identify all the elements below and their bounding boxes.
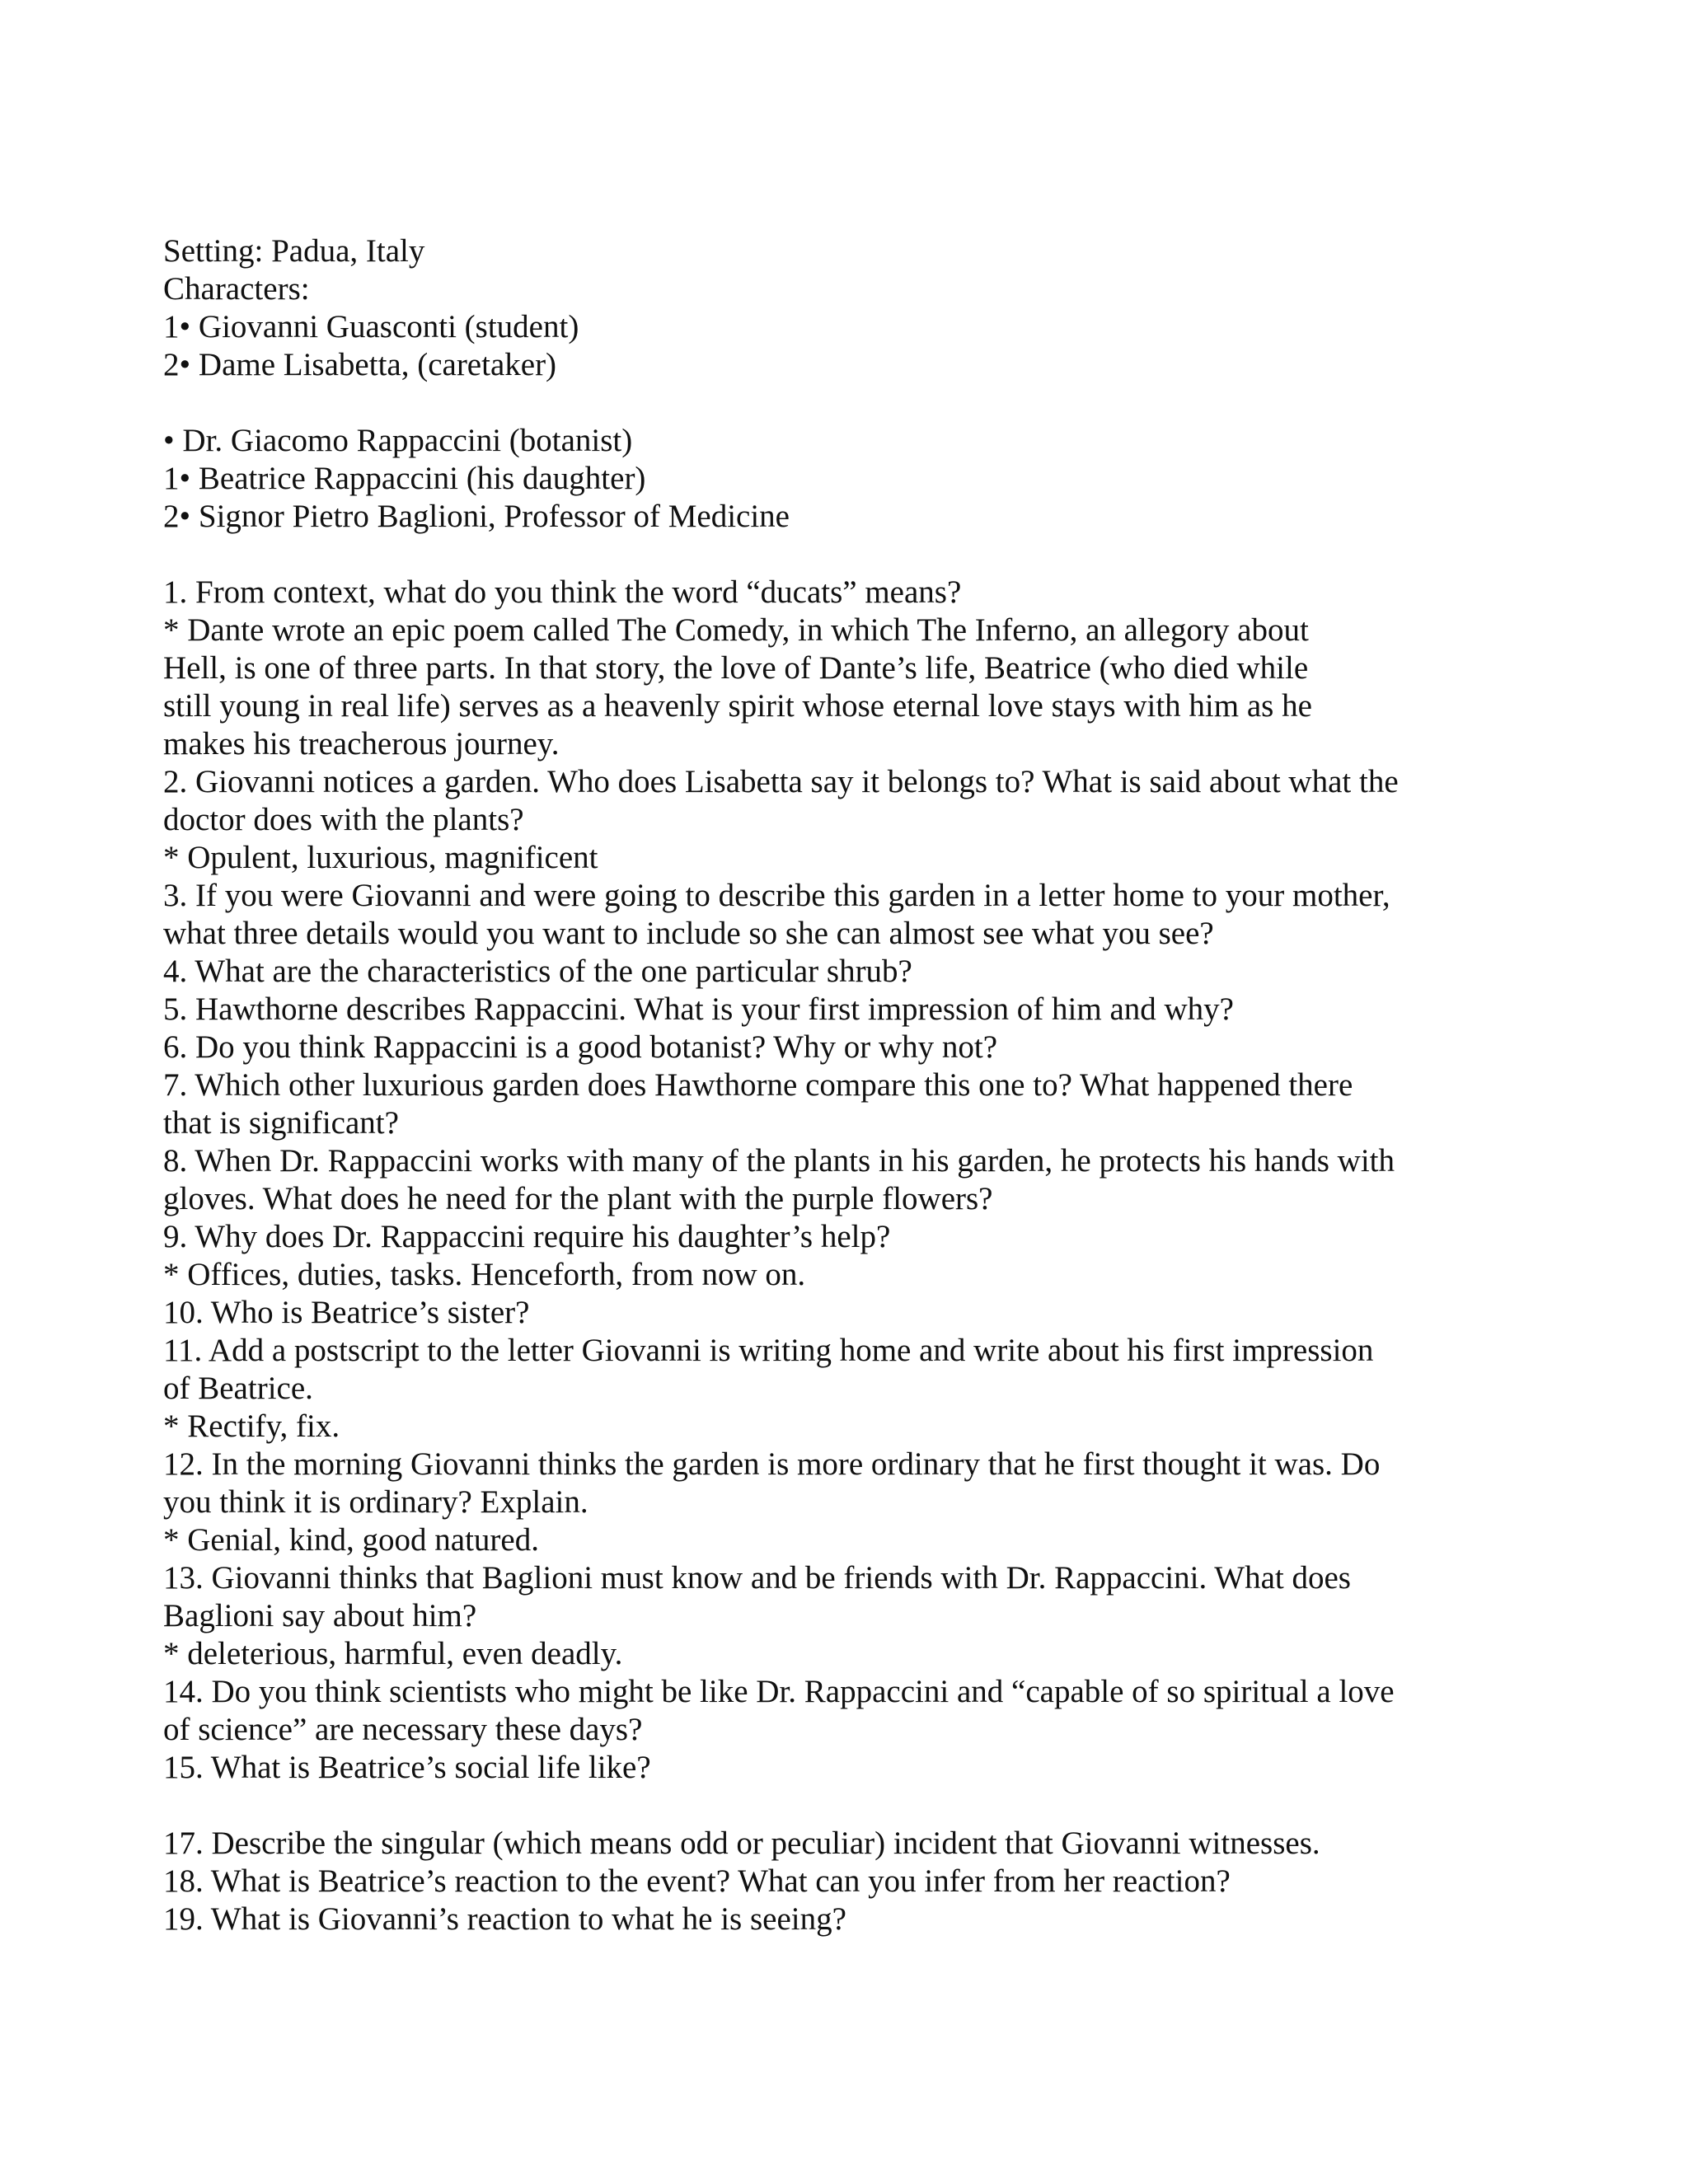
text-line: * Offices, duties, tasks. Henceforth, from now on. [163,1257,806,1292]
text-line: 1• Giovanni Guasconti (student) [163,309,579,344]
text-line: 2• Dame Lisabetta, (caretaker) [163,347,557,382]
text-line: 5. Hawthorne describes Rappaccini. What is your first impression of him and why? [163,991,1234,1027]
text-line: 6. Do you think Rappaccini is a good botanist? Why or why not? [163,1029,998,1065]
document-body [163,232,1564,1938]
blank-line [163,536,1564,574]
blank-line [163,384,1564,422]
text-line: * Opulent, luxurious, magnificent [163,840,598,875]
text-line: 12. In the morning Giovanni thinks the garden is more ordinary that he first thought it was. Do [163,1446,1381,1482]
text-line: what three details would you want to include so she can almost see what you see? [163,916,1214,951]
text-line: 3. If you were Giovanni and were going to describe this garden in a letter home to your mother, [163,878,1390,913]
text-line: 18. What is Beatrice’s reaction to the event? What can you infer from her reaction? [163,1863,1231,1899]
text-line: 19. What is Giovanni’s reaction to what he is seeing? [163,1901,846,1937]
text-line: Characters: [163,271,310,307]
text-line: 15. What is Beatrice’s social life like? [163,1750,651,1785]
text-line: Setting: Padua, Italy [163,233,425,269]
text-line: that is significant? [163,1105,399,1141]
text-line: 9. Why does Dr. Rappaccini require his daughter’s help? [163,1219,891,1254]
text-line: • Dr. Giacomo Rappaccini (botanist) [163,423,633,458]
text-line: still young in real life) serves as a heavenly spirit whose eternal love stays with him as he [163,688,1312,724]
text-line: doctor does with the plants? [163,802,524,837]
text-line: * deleterious, harmful, even deadly. [163,1636,623,1671]
text-line: 2. Giovanni notices a garden. Who does Lisabetta say it belongs to? What is said about what the [163,764,1399,799]
text-line: 2• Signor Pietro Baglioni, Professor of Medicine [163,499,790,534]
text-line: you think it is ordinary? Explain. [163,1484,588,1520]
text-line: * Dante wrote an epic poem called The Comedy, in which The Inferno, an allegory about [163,612,1309,648]
text-line: 14. Do you think scientists who might be like Dr. Rappaccini and “capable of so spiritual a love [163,1674,1395,1709]
text-line: 13. Giovanni thinks that Baglioni must know and be friends with Dr. Rappaccini. What does [163,1560,1351,1596]
text-line: 10. Who is Beatrice’s sister? [163,1295,530,1330]
text-line: 1. From context, what do you think the word “ducats” means? [163,574,962,610]
text-line: * Genial, kind, good natured. [163,1522,539,1558]
text-line: 4. What are the characteristics of the one particular shrub? [163,954,912,989]
blank-line [163,1787,1564,1825]
text-line: 11. Add a postscript to the letter Giovanni is writing home and write about his first impression [163,1333,1374,1368]
text-line: of science” are necessary these days? [163,1712,643,1747]
text-line: 8. When Dr. Rappaccini works with many of the plants in his garden, he protects his hands with [163,1143,1395,1179]
text-line: Baglioni say about him? [163,1598,477,1633]
text-line: makes his treacherous journey. [163,726,560,762]
text-line: 17. Describe the singular (which means odd or peculiar) incident that Giovanni witnesses. [163,1825,1320,1861]
text-line: Hell, is one of three parts. In that story, the love of Dante’s life, Beatrice (who died while [163,650,1309,686]
text-line: * Rectify, fix. [163,1408,340,1444]
text-line: of Beatrice. [163,1371,313,1406]
text-line: gloves. What does he need for the plant with the purple flowers? [163,1181,993,1216]
text-line: 7. Which other luxurious garden does Hawthorne compare this one to? What happened there [163,1067,1353,1103]
text-line: 1• Beatrice Rappaccini (his daughter) [163,461,646,496]
